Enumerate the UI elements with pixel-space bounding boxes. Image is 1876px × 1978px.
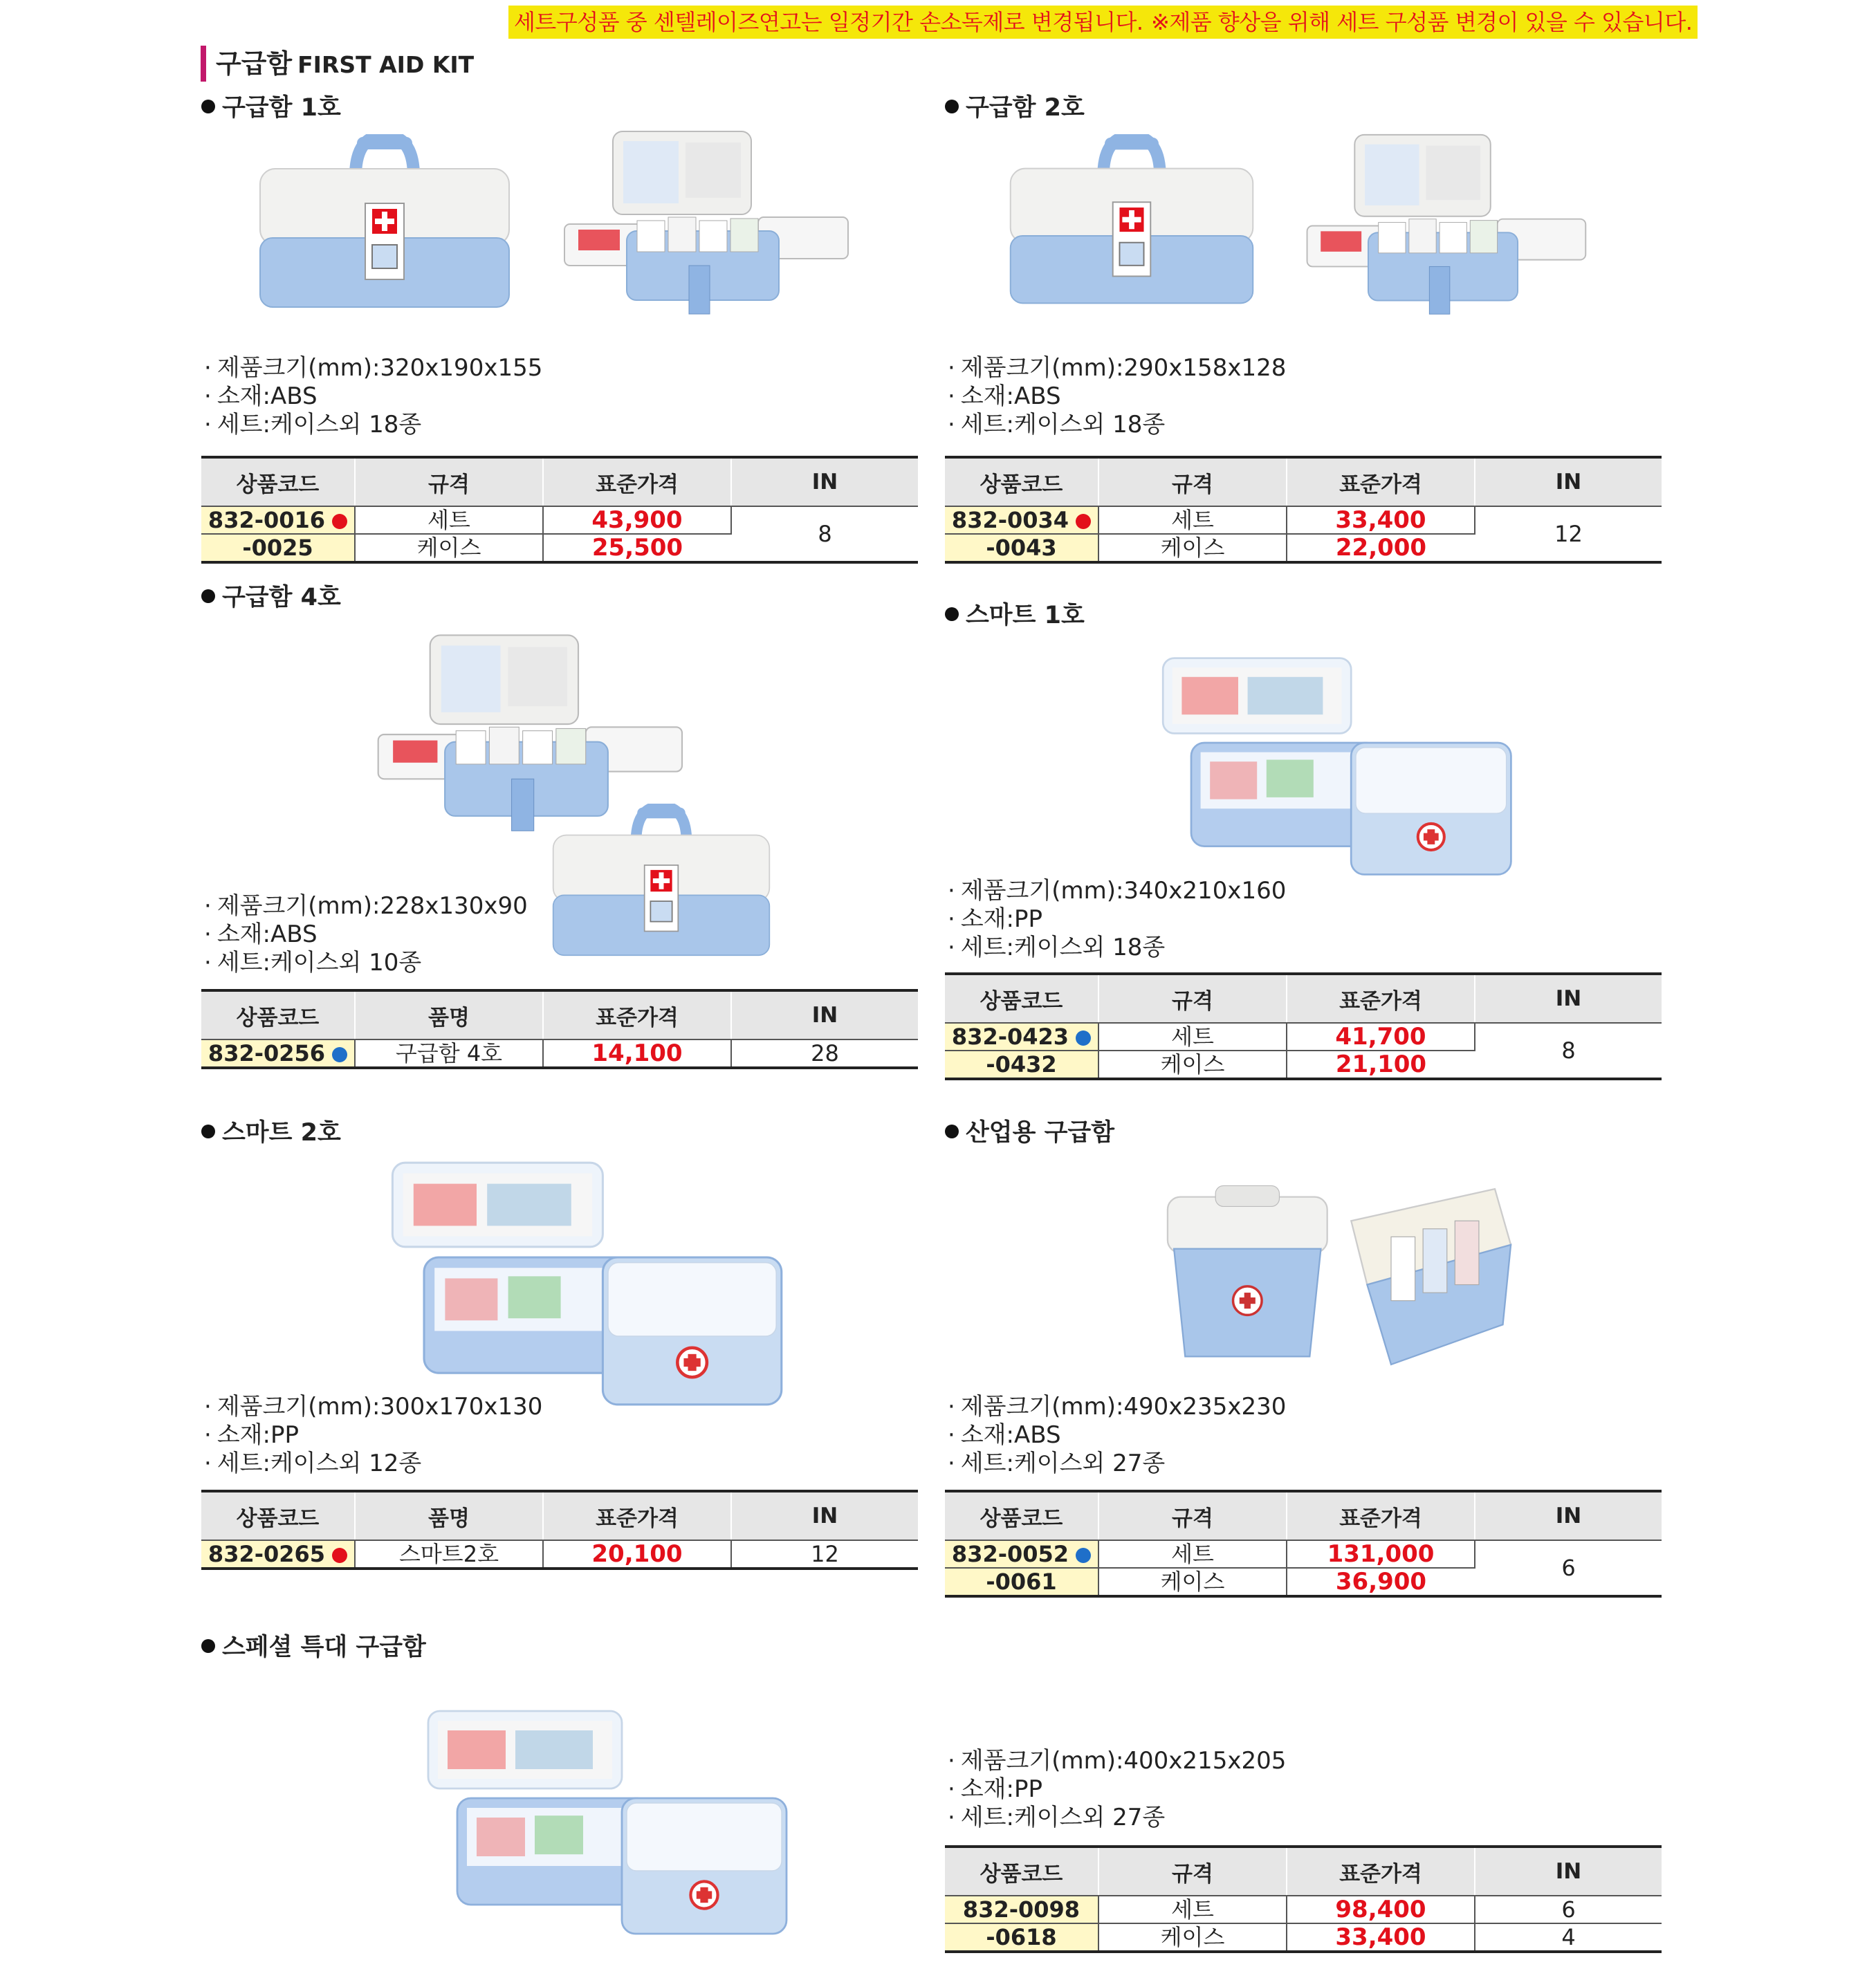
col-in: IN (1475, 457, 1662, 506)
product-in: 6 (1475, 1540, 1662, 1596)
col-spec: 규격 (1098, 457, 1287, 506)
product-in: 4 (1475, 1923, 1662, 1952)
spec-size: · 제품크기(mm):300x170x130 (201, 1393, 542, 1421)
product-image (367, 1152, 796, 1415)
col-code: 상품코드 (945, 457, 1098, 506)
spec-set: · 세트:케이스외 18종 (201, 411, 542, 439)
price-table (945, 972, 1662, 1080)
product-in: 6 (1475, 1896, 1662, 1923)
col-in: IN (731, 457, 918, 506)
spec-size: · 제품크기(mm):490x235x230 (945, 1393, 1286, 1421)
blue-dot-icon (1076, 1548, 1091, 1563)
red-dot-icon (332, 514, 347, 529)
product-spec: 세트 (1098, 506, 1287, 534)
spec-material: · 소재:ABS (945, 382, 1286, 411)
spec-set: · 세트:케이스외 18종 (945, 411, 1286, 439)
price-table (945, 1845, 1662, 1953)
col-in: IN (1475, 1491, 1662, 1540)
product-price: 33,400 (1287, 506, 1475, 534)
price-table (945, 456, 1662, 564)
product-code: 832-0052 (945, 1540, 1098, 1568)
section-title: 스페셜 특대 구급함 (201, 1632, 426, 1663)
product-price: 14,100 (543, 1039, 731, 1068)
col-spec: 규격 (1098, 1491, 1287, 1540)
page-title-en: FIRST AID KIT (297, 51, 475, 78)
product-in: 28 (731, 1039, 918, 1068)
notice-component-change: ※제품 향상을 위해 세트 구성품 변경이 있을 수 있습니다. (1146, 6, 1698, 39)
spec-set: · 세트:케이스외 27종 (945, 1804, 1286, 1832)
section-smart-1 (945, 600, 1662, 1098)
spec-material: · 소재:ABS (201, 382, 542, 411)
col-name: 품명 (355, 990, 543, 1039)
product-price: 22,000 (1287, 534, 1475, 562)
col-price: 표준가격 (1287, 1847, 1475, 1896)
spec-material: · 소재:PP (945, 905, 1286, 934)
product-in: 8 (731, 506, 918, 562)
red-dot-icon (332, 1548, 347, 1563)
product-image (409, 1681, 796, 1964)
section-smart-2 (201, 1118, 918, 1588)
product-code: -0025 (201, 534, 355, 562)
product-spec: 세트 (1098, 1023, 1287, 1051)
product-code: -0432 (945, 1051, 1098, 1079)
product-name: 스마트2호 (355, 1540, 543, 1569)
price-table (201, 1490, 918, 1570)
price-table (201, 456, 918, 564)
page-title-ko: 구급함 (216, 48, 293, 79)
bullet-dot-icon (945, 607, 959, 621)
spec-material: · 소재:PP (945, 1775, 1286, 1804)
price-table (945, 1490, 1662, 1598)
product-spec: 케이스 (1098, 1923, 1287, 1952)
spec-size: · 제품크기(mm):228x130x90 (201, 892, 528, 921)
section-industrial (945, 1118, 1662, 1609)
col-spec: 규격 (1098, 1847, 1287, 1896)
spec-set: · 세트:케이스외 18종 (945, 934, 1286, 962)
spec-material: · 소재:PP (201, 1421, 542, 1450)
section-title: 스마트 1호 (945, 600, 1085, 631)
bullet-dot-icon (201, 100, 215, 113)
product-price: 43,900 (543, 506, 731, 534)
page-title (201, 46, 474, 82)
product-image (1118, 649, 1547, 884)
col-name: 품명 (355, 1491, 543, 1540)
product-in: 12 (1475, 506, 1662, 562)
col-code: 상품코드 (945, 1491, 1098, 1540)
product-price: 21,100 (1287, 1051, 1475, 1079)
col-price: 표준가격 (543, 1491, 731, 1540)
notice-hand-sanitizer: 세트구성품 중 센텔레이즈연고는 일정기간 손소독제로 변경됩니다. (508, 6, 1149, 39)
table-row (945, 1023, 1662, 1051)
product-code: -0061 (945, 1568, 1098, 1596)
col-in: IN (1475, 974, 1662, 1023)
col-code: 상품코드 (201, 457, 355, 506)
col-code: 상품코드 (201, 1491, 355, 1540)
product-image-open (551, 127, 855, 321)
col-price: 표준가격 (543, 990, 731, 1039)
product-code: 832-0423 (945, 1023, 1098, 1051)
product-specs (945, 1747, 1286, 1832)
product-price: 36,900 (1287, 1568, 1475, 1596)
product-price: 20,100 (543, 1540, 731, 1569)
product-spec: 케이스 (355, 534, 543, 562)
spec-size: · 제품크기(mm):320x190x155 (201, 354, 542, 382)
bullet-dot-icon (945, 1125, 959, 1138)
product-spec: 케이스 (1098, 1051, 1287, 1079)
col-code: 상품코드 (945, 974, 1098, 1023)
spec-material: · 소재:ABS (201, 921, 528, 949)
col-in: IN (731, 1491, 918, 1540)
product-spec: 케이스 (1098, 1568, 1287, 1596)
product-name: 구급함 4호 (355, 1039, 543, 1068)
col-price: 표준가격 (1287, 1491, 1475, 1540)
col-code: 상품코드 (945, 1847, 1098, 1896)
red-dot-icon (1076, 514, 1091, 529)
product-in: 12 (731, 1540, 918, 1569)
section-title: 구급함 4호 (201, 582, 341, 613)
col-price: 표준가격 (543, 457, 731, 506)
col-price: 표준가격 (1287, 974, 1475, 1023)
product-image-closed (1004, 134, 1260, 311)
spec-material: · 소재:ABS (945, 1421, 1286, 1450)
spec-set: · 세트:케이스외 12종 (201, 1450, 542, 1478)
product-code: 832-0016 (201, 506, 355, 534)
col-price: 표준가격 (1287, 457, 1475, 506)
product-code: 832-0098 (945, 1896, 1098, 1923)
blue-dot-icon (1076, 1030, 1091, 1046)
section-special-xl (201, 1632, 918, 1978)
product-price: 25,500 (543, 534, 731, 562)
product-specs (945, 877, 1286, 962)
product-image-open (1291, 131, 1595, 321)
bullet-dot-icon (201, 1639, 215, 1653)
product-image-closed (547, 804, 775, 963)
spec-size: · 제품크기(mm):400x215x205 (945, 1747, 1286, 1775)
section-title: 구급함 1호 (201, 93, 341, 123)
table-row (201, 1540, 918, 1569)
section-kit-1 (201, 93, 918, 563)
product-spec: 세트 (1098, 1540, 1287, 1568)
col-in: IN (731, 990, 918, 1039)
section-special-xl-info (945, 1743, 1662, 1978)
product-code: 832-0034 (945, 506, 1098, 534)
col-spec: 규격 (355, 457, 543, 506)
col-spec: 규격 (1098, 974, 1287, 1023)
bullet-dot-icon (201, 589, 215, 603)
table-row (945, 506, 1662, 534)
product-price: 131,000 (1287, 1540, 1475, 1568)
spec-size: · 제품크기(mm):290x158x128 (945, 354, 1286, 382)
section-kit-4 (201, 582, 918, 1080)
product-specs (945, 354, 1286, 439)
blue-dot-icon (332, 1047, 347, 1062)
product-specs (945, 1393, 1286, 1478)
product-price: 98,400 (1287, 1896, 1475, 1923)
product-spec: 케이스 (1098, 534, 1287, 562)
product-image (1069, 1173, 1609, 1380)
product-specs (201, 354, 542, 439)
product-specs (201, 1393, 542, 1478)
bullet-dot-icon (945, 100, 959, 113)
product-image-closed (253, 134, 516, 314)
price-table (201, 989, 918, 1069)
product-code: 832-0265 (201, 1540, 355, 1569)
col-code: 상품코드 (201, 990, 355, 1039)
product-spec: 세트 (355, 506, 543, 534)
table-row (201, 506, 918, 534)
table-row (945, 1540, 1662, 1568)
section-title: 산업용 구급함 (945, 1118, 1114, 1148)
bullet-dot-icon (201, 1125, 215, 1138)
col-in: IN (1475, 1847, 1662, 1896)
product-specs (201, 892, 528, 977)
spec-set: · 세트:케이스외 27종 (945, 1450, 1286, 1478)
table-row (201, 1039, 918, 1068)
product-price: 41,700 (1287, 1023, 1475, 1051)
product-spec: 세트 (1098, 1896, 1287, 1923)
table-row (945, 1923, 1662, 1952)
section-kit-2 (945, 93, 1662, 563)
spec-size: · 제품크기(mm):340x210x160 (945, 877, 1286, 905)
section-title: 구급함 2호 (945, 93, 1085, 123)
product-code: -0043 (945, 534, 1098, 562)
product-price: 33,400 (1287, 1923, 1475, 1952)
product-code: -0618 (945, 1923, 1098, 1952)
spec-set: · 세트:케이스외 10종 (201, 949, 528, 977)
table-row (945, 1896, 1662, 1923)
product-in: 8 (1475, 1023, 1662, 1079)
product-code: 832-0256 (201, 1039, 355, 1068)
section-title: 스마트 2호 (201, 1118, 341, 1148)
